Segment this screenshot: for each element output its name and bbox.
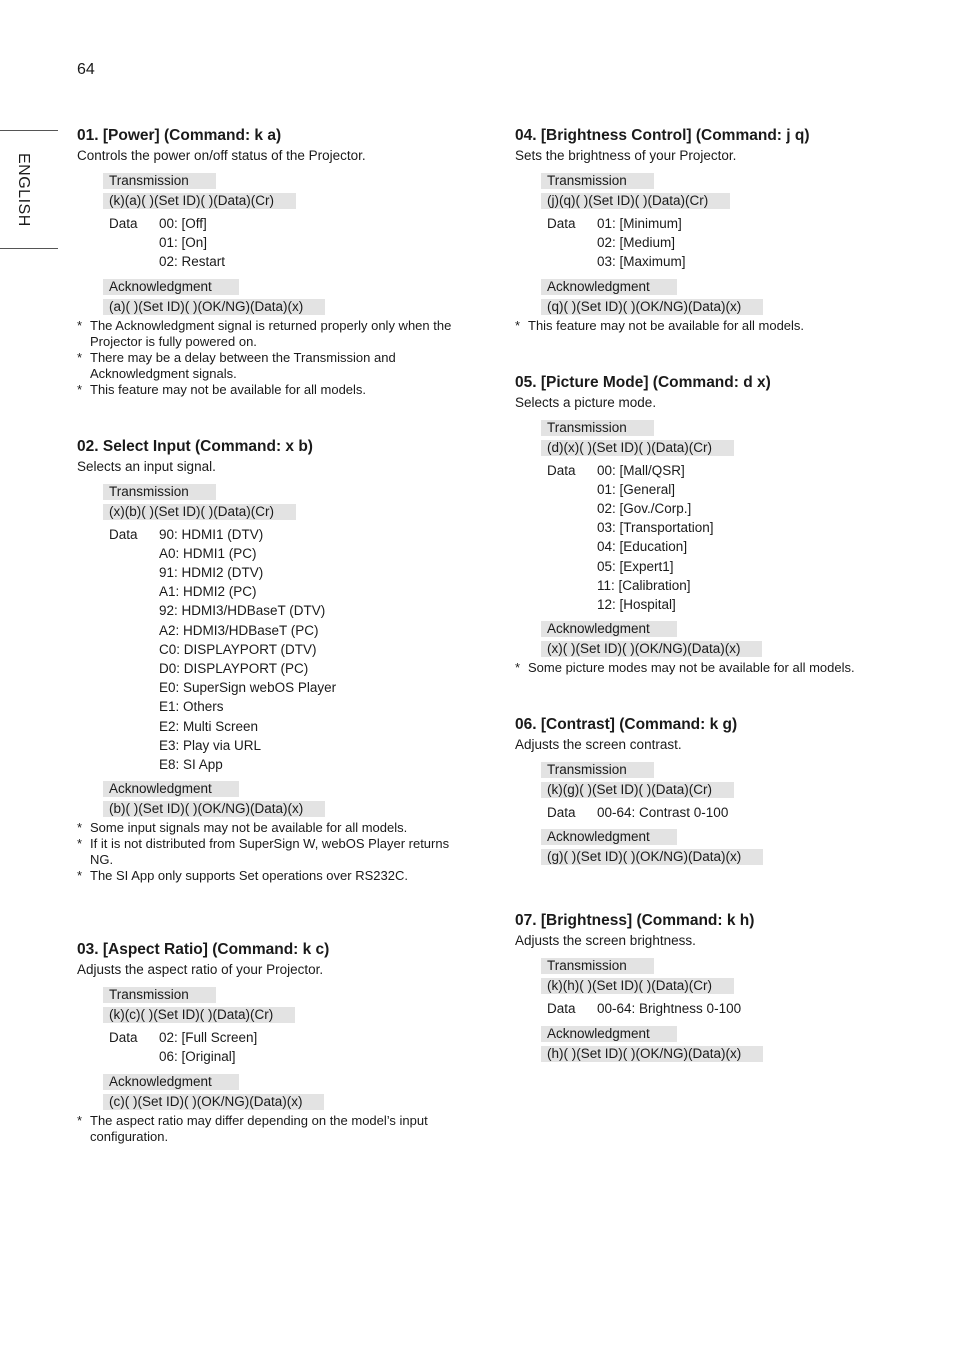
note-item: * The SI App only supports Set operations over RS232C.: [77, 868, 408, 884]
data-value: C0: DISPLAYPORT (DTV): [159, 641, 317, 657]
data-value: 92: HDMI3/HDBaseT (DTV): [159, 603, 326, 619]
note-item: * This feature may not be available for all models.: [77, 381, 367, 397]
asterisk-icon: *: [77, 317, 83, 333]
transmission-label: Transmission: [541, 420, 654, 436]
data-value: 12: [Hospital]: [597, 597, 676, 613]
data-value: D0: DISPLAYPORT (PC): [159, 661, 309, 677]
acknowledgment-label: Acknowledgment: [103, 1074, 239, 1090]
data-table: [547, 803, 895, 822]
transmission-command: (x)(b)( )(Set ID)( )(Data)(Cr): [103, 504, 296, 520]
data-value: E3: Play via URL: [159, 737, 262, 753]
notes: [77, 318, 457, 398]
data-value: E2: Multi Screen: [159, 718, 259, 734]
right-column: [515, 125, 895, 1065]
acknowledgment-label: Acknowledgment: [103, 279, 239, 295]
acknowledgment-command: (g)( )(Set ID)( )(OK/NG)(Data)(x): [541, 849, 763, 865]
section-picture-mode: [515, 372, 895, 677]
data-value: 02: [Gov./Corp.]: [597, 501, 692, 517]
asterisk-icon: *: [515, 660, 521, 676]
command-box: [541, 957, 895, 1064]
data-table: [547, 214, 895, 272]
section-description: Sets the brightness of your Projector.: [515, 148, 737, 163]
data-value: A2: HDMI3/HDBaseT (PC): [159, 622, 319, 638]
data-table: [109, 1028, 457, 1066]
note-item: * Some input signals may not be available for all models.: [77, 820, 408, 836]
section-title: 07. [Brightness] (Command: k h): [515, 912, 755, 930]
asterisk-icon: *: [77, 820, 83, 836]
section-description: Selects a picture mode.: [515, 394, 657, 410]
note-item: * Some picture modes may not be available for all models.: [515, 660, 855, 676]
acknowledgment-command: (a)( )(Set ID)( )(OK/NG)(Data)(x): [103, 299, 325, 315]
data-value: 03: [Maximum]: [597, 254, 686, 270]
command-box: [103, 172, 457, 318]
data-label: Data: [547, 805, 576, 821]
transmission-label: Transmission: [103, 173, 216, 189]
asterisk-icon: *: [77, 836, 83, 852]
data-value: 02: [Full Screen]: [159, 1030, 258, 1046]
data-label: Data: [109, 216, 138, 231]
data-value: 02: Restart: [159, 254, 226, 270]
data-value: E0: SuperSign webOS Player: [159, 680, 337, 696]
command-box: [541, 172, 895, 318]
acknowledgment-command: (q)( )(Set ID)( )(OK/NG)(Data)(x): [541, 299, 763, 315]
data-value: A0: HDMI1 (PC): [159, 545, 257, 561]
section-description: Selects an input signal.: [77, 458, 216, 474]
data-value: 03: [Transportation]: [597, 520, 714, 536]
section-description: Adjusts the screen brightness.: [515, 933, 696, 949]
acknowledgment-command: (c)( )(Set ID)( )(OK/NG)(Data)(x): [103, 1094, 324, 1110]
acknowledgment-label: Acknowledgment: [541, 279, 677, 295]
section-description: Adjusts the aspect ratio of your Projector.: [77, 962, 324, 978]
data-label: Data: [547, 462, 576, 478]
transmission-command: (j)(q)( )(Set ID)( )(Data)(Cr): [541, 193, 730, 209]
notes: [515, 318, 895, 334]
asterisk-icon: *: [77, 1112, 83, 1128]
command-box: [541, 419, 895, 661]
section-description: Adjusts the screen contrast.: [515, 737, 682, 753]
data-value: 91: HDMI2 (DTV): [159, 565, 264, 581]
data-table: [547, 999, 895, 1018]
note-item: * This feature may not be available for all models.: [515, 317, 805, 333]
asterisk-icon: *: [515, 317, 521, 333]
data-value: E1: Others: [159, 699, 224, 715]
transmission-label: Transmission: [541, 173, 654, 189]
section-title: 01. [Power] (Command: k a): [77, 127, 282, 144]
command-box: [541, 761, 895, 868]
asterisk-icon: *: [77, 868, 83, 884]
command-box: [103, 483, 457, 821]
data-label: Data: [109, 526, 138, 542]
transmission-command: (d)(x)( )(Set ID)( )(Data)(Cr): [541, 440, 734, 456]
data-label: Data: [109, 1030, 138, 1046]
transmission-label: Transmission: [103, 987, 216, 1003]
data-value: 00-64: Contrast 0-100: [597, 805, 729, 821]
section-brightness-control: [515, 125, 895, 334]
data-value: 11: [Calibration]: [597, 577, 691, 593]
data-table: [547, 461, 895, 615]
acknowledgment-label: Acknowledgment: [541, 1026, 677, 1042]
page-number: 64: [77, 61, 95, 78]
acknowledgment-label: Acknowledgment: [103, 781, 239, 797]
command-box: [103, 986, 457, 1112]
data-value: 04: [Education]: [597, 539, 688, 555]
section-title: 03. [Aspect Ratio] (Command: k c): [77, 941, 330, 959]
section-title: 06. [Contrast] (Command: k g): [515, 716, 738, 734]
section-power: [77, 125, 457, 398]
notes: [515, 660, 895, 676]
language-side-tab-label: ENGLISH: [15, 153, 32, 227]
transmission-command: (k)(g)( )(Set ID)( )(Data)(Cr): [541, 782, 734, 798]
data-value: 00: [Off]: [159, 216, 207, 231]
note-item: * The aspect ratio may differ depending on the model’s input configuration.: [77, 1112, 428, 1144]
section-brightness: [515, 910, 895, 1064]
transmission-label: Transmission: [541, 958, 654, 974]
asterisk-icon: *: [77, 349, 83, 365]
notes: [77, 1113, 457, 1145]
data-value: E8: SI App: [159, 757, 223, 773]
data-value: 05: [Expert1]: [597, 558, 674, 574]
acknowledgment-command: (x)( )(Set ID)( )(OK/NG)(Data)(x): [541, 641, 762, 657]
data-table: [109, 525, 457, 775]
note-item: * There may be a delay between the Transmission and Acknowledgment signals.: [77, 349, 396, 381]
data-value: 01: [Minimum]: [597, 216, 682, 231]
section-title: 05. [Picture Mode] (Command: d x): [515, 373, 771, 391]
data-value: 06: [Original]: [159, 1049, 236, 1065]
acknowledgment-command: (b)( )(Set ID)( )(OK/NG)(Data)(x): [103, 801, 325, 817]
language-side-tab: [0, 130, 58, 249]
section-title: 04. [Brightness Control] (Command: j q): [515, 127, 810, 144]
left-column: [77, 125, 457, 1145]
data-value: 00: [Mall/QSR]: [597, 462, 685, 478]
transmission-label: Transmission: [103, 484, 216, 500]
data-label: Data: [547, 216, 576, 231]
section-title: 02. Select Input (Command: x b): [77, 437, 313, 455]
acknowledgment-label: Acknowledgment: [541, 621, 677, 637]
transmission-command: (k)(h)( )(Set ID)( )(Data)(Cr): [541, 978, 734, 994]
data-label: Data: [547, 1001, 576, 1017]
data-value: 01: [On]: [159, 235, 208, 251]
note-item: * The Acknowledgment signal is returned properly only when the Projector is fully powered on.: [77, 317, 452, 349]
acknowledgment-label: Acknowledgment: [541, 829, 677, 845]
section-select-input: [77, 436, 457, 885]
transmission-command: (k)(a)( )(Set ID)( )(Data)(Cr): [103, 193, 296, 209]
note-item: * If it is not distributed from SuperSign W, webOS Player returns NG.: [77, 836, 450, 868]
data-table: [109, 214, 457, 272]
section-description: Controls the power on/off status of the Projector.: [77, 148, 366, 163]
data-value: A1: HDMI2 (PC): [159, 584, 257, 600]
transmission-command: (k)(c)( )(Set ID)( )(Data)(Cr): [103, 1007, 295, 1023]
data-value: 00-64: Brightness 0-100: [597, 1001, 742, 1017]
acknowledgment-command: (h)( )(Set ID)( )(OK/NG)(Data)(x): [541, 1046, 763, 1062]
section-contrast: [515, 714, 895, 868]
data-value: 02: [Medium]: [597, 235, 676, 251]
asterisk-icon: *: [77, 381, 83, 397]
section-aspect-ratio: [77, 939, 457, 1144]
notes: [77, 820, 457, 884]
data-value: 90: HDMI1 (DTV): [159, 526, 264, 542]
data-value: 01: [General]: [597, 481, 676, 497]
transmission-label: Transmission: [541, 762, 654, 778]
